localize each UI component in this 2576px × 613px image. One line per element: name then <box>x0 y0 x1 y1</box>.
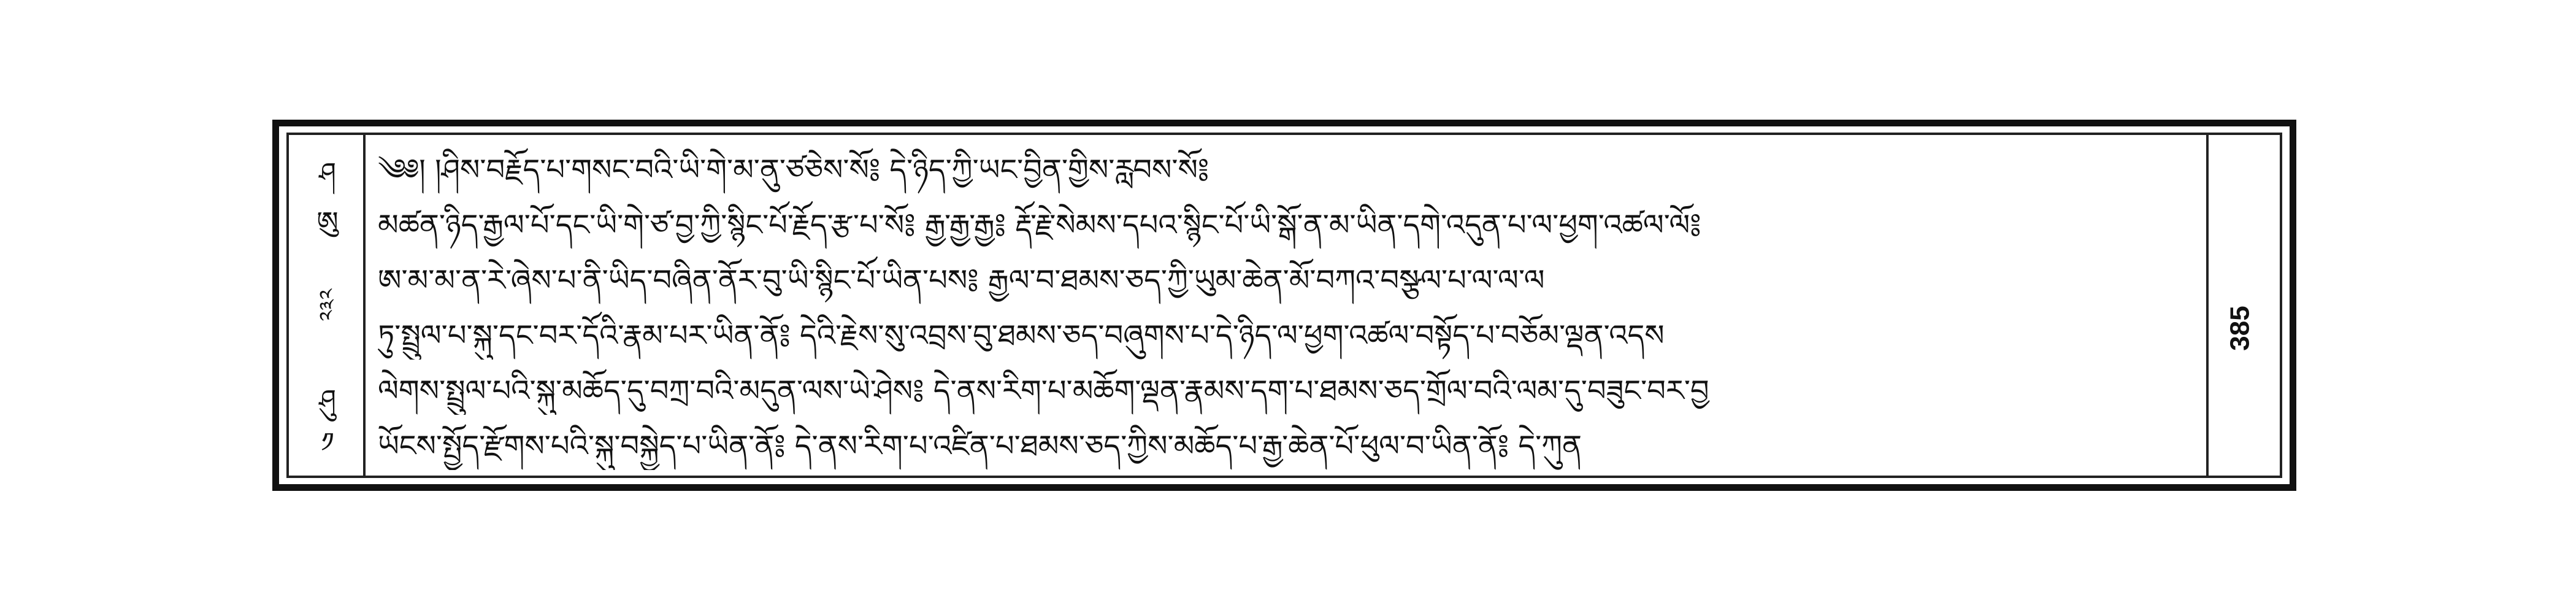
line-6-text: ཡོངས་སྤྱོད་རྫོགས་པའི་སྐུ་བསྐྱེད་པ་ཡིན་ནོ༔ དེ་ནས་རིག་པ་འཛིན་པ་ཐམས་ཅད་ཀྱིས་མཆོད་པ་རྒྱ་ཆེན་པོ་ཕུལ་བ་ཡིན་ནོ༔ དེ་ཀུན <box>378 429 1582 463</box>
text-line-5 <box>378 367 2194 415</box>
text-line-6 <box>378 422 2194 470</box>
right-margin <box>2206 135 2280 476</box>
text-body <box>366 135 2206 476</box>
pecha-folio <box>272 120 2296 491</box>
line-2-text: མཚན་ཉིད་རྒྱལ་པོ་དང་ཡི་གེ་ཙ་བྱ་ཀྱི་སྙིང་པོ་རྗོད་རྩ་པ་སོ༔ རྒྱ་རྒྱ་རྒྱ༔ རྡོ་རྗེ་སེམས་དཔའ་སྙིང་པོ་ཡི་སྒོ་ན་མ་ཡིན་དགེ་འདུན་པ་ལ་ཕྱག་འཚལ་ལོ༔ <box>378 208 1701 242</box>
page-number: 385 <box>2225 306 2255 351</box>
margin-mark-3: ༢༣༢ <box>315 288 340 322</box>
folio-inner-frame <box>286 133 2282 478</box>
text-line-3 <box>378 256 2194 304</box>
margin-mark-2: ཨུ <box>316 206 339 237</box>
margin-mark-4: ཤུ <box>319 384 336 415</box>
margin-mark-5: ༡ <box>321 427 334 458</box>
line-1-text: ༄༅། །ཤིས་བརྗོད་པ་གསང་བའི་ཡི་གེ་མ་ནུ་ཙཅེས་སོ༔ དེ་ཉིད་ཀྱི་ཡང་བྱིན་གྱིས་རླབས་སོ༔ <box>378 153 1209 187</box>
text-line-2 <box>378 201 2194 249</box>
left-margin <box>289 135 366 476</box>
text-line-4 <box>378 312 2194 360</box>
line-3-text: ཨ་མ་མ་ན་རེ་ཞེས་པ་ནི་ཡིད་བཞིན་ནོར་བུ་ཡི་སྙིང་པོ་ཡིན་པས༔ རྒྱལ་བ་ཐམས་ཅད་ཀྱི་ཡུམ་ཆེན་མོ་བཀའ་བསྩལ་པ་ལ་ལ་ལ <box>378 263 1545 298</box>
line-4-text: ཏུ་སྤྲུལ་པ་སྐུ་དང་བར་དོའི་རྣམ་པར་ཡིན་ནོ༔ དེའི་རྗེས་སུ་འབྲས་བུ་ཐམས་ཅད་བཞུགས་པ་དེ་ཉིད་ལ་ཕྱག་འཚལ་བསྟོད་པ་བཅོམ་ལྡན་འདས <box>378 318 1665 353</box>
text-line-1 <box>378 146 2194 194</box>
margin-mark-1: ཤ <box>319 157 336 188</box>
line-5-text: ལེགས་སྤྲུལ་པའི་སྐུ་མཆོད་དུ་བཀྲ་བའི་མདུན་ལས་ཡེ་ཤེས༔ དེ་ནས་རིག་པ་མཆོག་ལྡན་རྣམས་དག་པ་ཐམས་ཅད་གྲོལ་བའི་ལམ་དུ་བཟུང་བར་བྱ <box>378 374 1709 408</box>
